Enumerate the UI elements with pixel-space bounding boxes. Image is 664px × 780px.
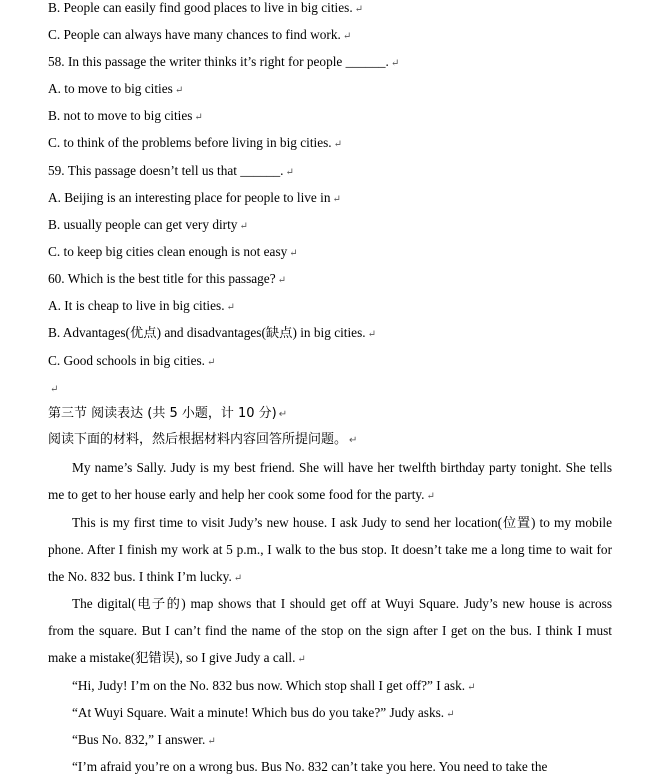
passage-paragraph-7: “I’m afraid you’re on a wrong bus. Bus No. 832 can’t take you here. You need to take the [72, 759, 548, 774]
passage-paragraph-2: This is my first time to visit Judy’s new house. I ask Judy to send her location(位置) to my mobile phone. After I finish my work at 5 p.m., I walk to the bus stop. It doesn’t take me a long time to wait for the No. 832 bus. I think I’m lucky. ↵ [48, 515, 612, 584]
question-58-option-c: C. to think of the problems before living in big cities. ↵ [48, 135, 343, 150]
question-60-option-a: A. It is cheap to live in big cities. ↵ [48, 298, 235, 313]
question-58-option-b: B. not to move to big cities ↵ [48, 108, 203, 123]
blank-line: ↵ [50, 384, 59, 395]
question-59-option-c: C. to keep big cities clean enough is not easy ↵ [48, 244, 298, 259]
question-59-option-b: B. usually people can get very dirty ↵ [48, 217, 248, 232]
passage-paragraph-5: “At Wuyi Square. Wait a minute! Which bus do you take?” Judy asks. ↵ [72, 705, 455, 720]
passage-paragraph-6: “Bus No. 832,” I answer. ↵ [72, 732, 216, 747]
section-heading: 第三节 阅读表达 (共 5 小题，计 10 分) ↵ [48, 406, 288, 421]
question-57-option-b: B. People can easily find good places to live in big cities. ↵ [48, 0, 364, 15]
question-60-option-b: B. Advantages(优点) and disadvantages(缺点) in big cities. ↵ [48, 325, 376, 340]
passage-paragraph-3: The digital(电子的) map shows that I should get off at Wuyi Square. Judy’s new house is across from the square. But I can’t find the name of the stop on the sign after I get on the bus. I think I must make a mistake(犯错误), so I give Judy a call. ↵ [48, 596, 612, 665]
passage-paragraph-1: My name’s Sally. Judy is my best friend. She will have her twelfth birthday party tonight. She tells me to get to her house early and help her cook some food for the party. ↵ [48, 460, 612, 502]
question-57-option-c: C. People can always have many chances to find work. ↵ [48, 27, 352, 42]
question-59-option-a: A. Beijing is an interesting place for people to live in ↵ [48, 190, 341, 205]
question-60: 60. Which is the best title for this passage? ↵ [48, 271, 286, 286]
question-58: 58. In this passage the writer thinks it’s right for people ______. ↵ [48, 54, 400, 69]
passage-paragraph-4: “Hi, Judy! I’m on the No. 832 bus now. Which stop shall I get off?” I ask. ↵ [72, 678, 476, 693]
section-instruction: 阅读下面的材料，然后根据材料内容回答所提问题。 ↵ [48, 432, 358, 447]
question-60-option-c: C. Good schools in big cities. ↵ [48, 353, 216, 368]
question-59: 59. This passage doesn’t tell us that ______. ↵ [48, 163, 294, 178]
question-58-option-a: A. to move to big cities ↵ [48, 81, 184, 96]
